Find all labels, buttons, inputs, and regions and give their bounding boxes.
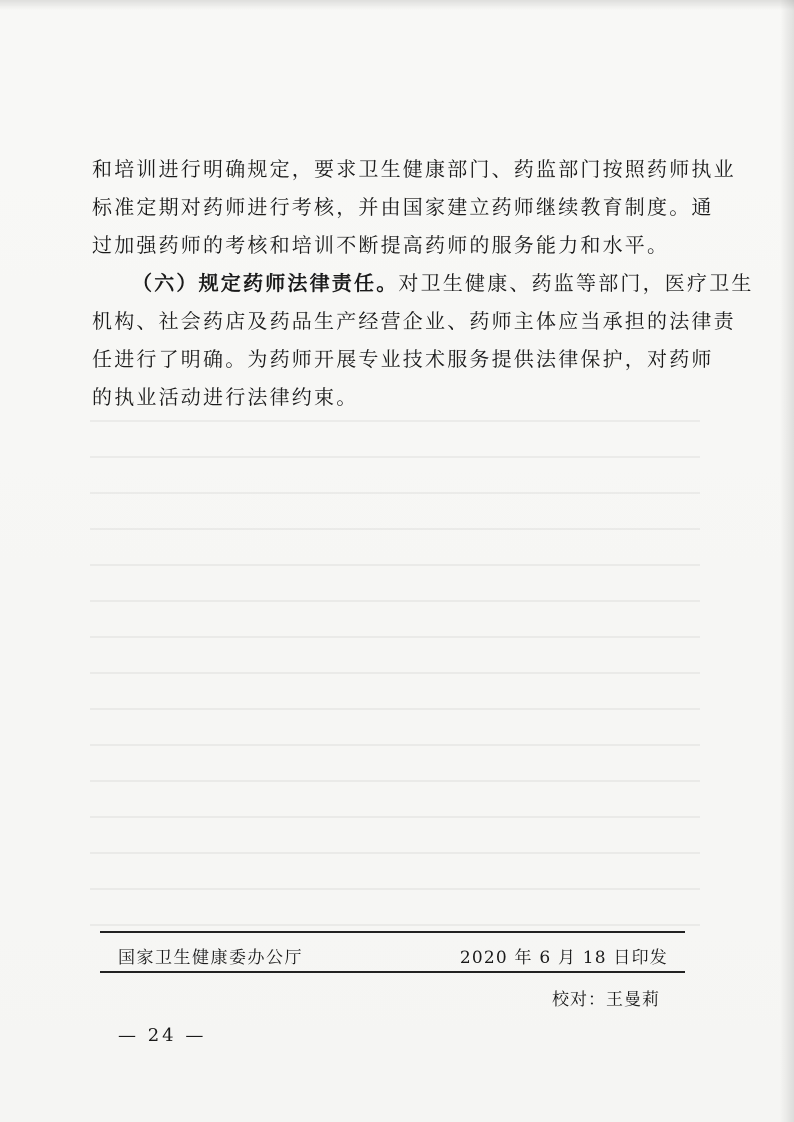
paragraph-2-heading: （六）规定药师法律责任。 bbox=[132, 271, 399, 295]
proofreader: 校对：王曼莉 bbox=[552, 990, 660, 1010]
paragraph-2-line-1-text: 对卫生健康、药监等部门，医疗卫生 bbox=[398, 271, 754, 295]
scan-shadow-top bbox=[0, 0, 794, 10]
scan-shadow-right bbox=[780, 0, 794, 1122]
reverse-side-bleed bbox=[90, 420, 700, 940]
page-number: — 24 — bbox=[118, 1025, 207, 1046]
footer-rule-bottom bbox=[100, 971, 685, 973]
paragraph-2-line-2: 机构、社会药店及药品生产经营企业、药师主体应当承担的法律责 bbox=[92, 309, 736, 333]
issuer-name: 国家卫生健康委办公厅 bbox=[118, 948, 303, 968]
issue-date: 2020 年 6 月 18 日印发 bbox=[459, 948, 668, 968]
body-text bbox=[92, 150, 754, 416]
paragraph-1-line-1: 和培训进行明确规定，要求卫生健康部门、药监部门按照药师执业 bbox=[92, 157, 736, 181]
paragraph-2-line-3: 任进行了明确。为药师开展专业技术服务提供法律保护，对药师 bbox=[92, 347, 714, 371]
paragraph-1-line-3: 过加强药师的考核和培训不断提高药师的服务能力和水平。 bbox=[92, 233, 670, 257]
paragraph-2-line-4: 的执业活动进行法律约束。 bbox=[92, 385, 359, 409]
paragraph-1-line-2: 标准定期对药师进行考核，并由国家建立药师继续教育制度。通 bbox=[92, 195, 714, 219]
paragraph-2-line-1 bbox=[92, 264, 754, 302]
footer-rule-top bbox=[100, 931, 685, 933]
